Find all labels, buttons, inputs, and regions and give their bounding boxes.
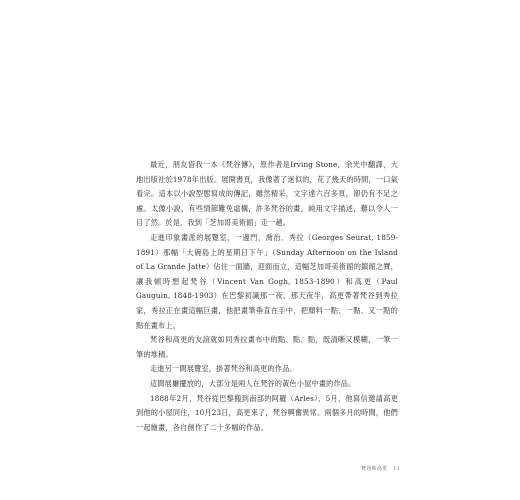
paragraph-5: 這間展廳擺放的，大部分是兩人在梵谷的黃色小屋中畫的作品。	[150, 378, 356, 388]
paragraph-4: 走進另一間展覽室，掛著梵谷和高更的作品。	[150, 364, 297, 374]
paragraph-3: 梵谷和高更的友誼就如同秀拉畫布中的點、點、點，既清晰又模糊，一筆一筆的堆積。	[136, 335, 398, 359]
page-number: 11	[393, 466, 400, 472]
running-title: 梵谷和高更	[361, 466, 388, 472]
paragraph-2: 走進印象畫派的展覽室，一邊門，喬治．秀拉（Georges Seurat, 1859-1891）那幅「大碗島上的星期日下午」（Sunday Afternoon on the Island of La Grande Jatte）佔住一面牆，迎面而立，這幅芝加哥美術館的鎮館之寶，讓我頓時想起梵谷（Vincent Van Gogh, 1853-1890）和高更（Paul Gauguin, 1848-1903）在巴黎初識那一夜，那天夜半，高更帶著梵谷到秀拉家，秀拉正在畫這幅巨畫，他把畫筆垂直在手中，把顏料一點、一點、又一點的點在畫布上。	[136, 232, 398, 330]
paragraph-1: 最近，朋友借我一本《梵谷傳》，原作者是Irving Stone，余光中翻譯，大地出版社於1978年出版。展開書頁，我像著了迷似的，花了幾天的時間，一口氣看完。這本以小說型態寫成的傳記，雖然精采，文字達六百多頁，卻仍有不足之處。太像小說，有些情節難免虛構，許多梵谷的畫，純用文字描述，難以令人一目了然。於是，我到「芝加哥美術館」走一趟。	[136, 160, 398, 228]
body-text	[136, 158, 398, 435]
paragraph-6: 1888年2月，梵谷從巴黎搬到南部的阿羅（Arles），5月，他寫信邀請高更到他的小屋同住，10月23日，高更來了，梵谷興奮異常。兩個多月的時間，他們一起繪畫，各自創作了二十多幅的作品。	[136, 393, 398, 432]
page-footer	[300, 465, 400, 472]
